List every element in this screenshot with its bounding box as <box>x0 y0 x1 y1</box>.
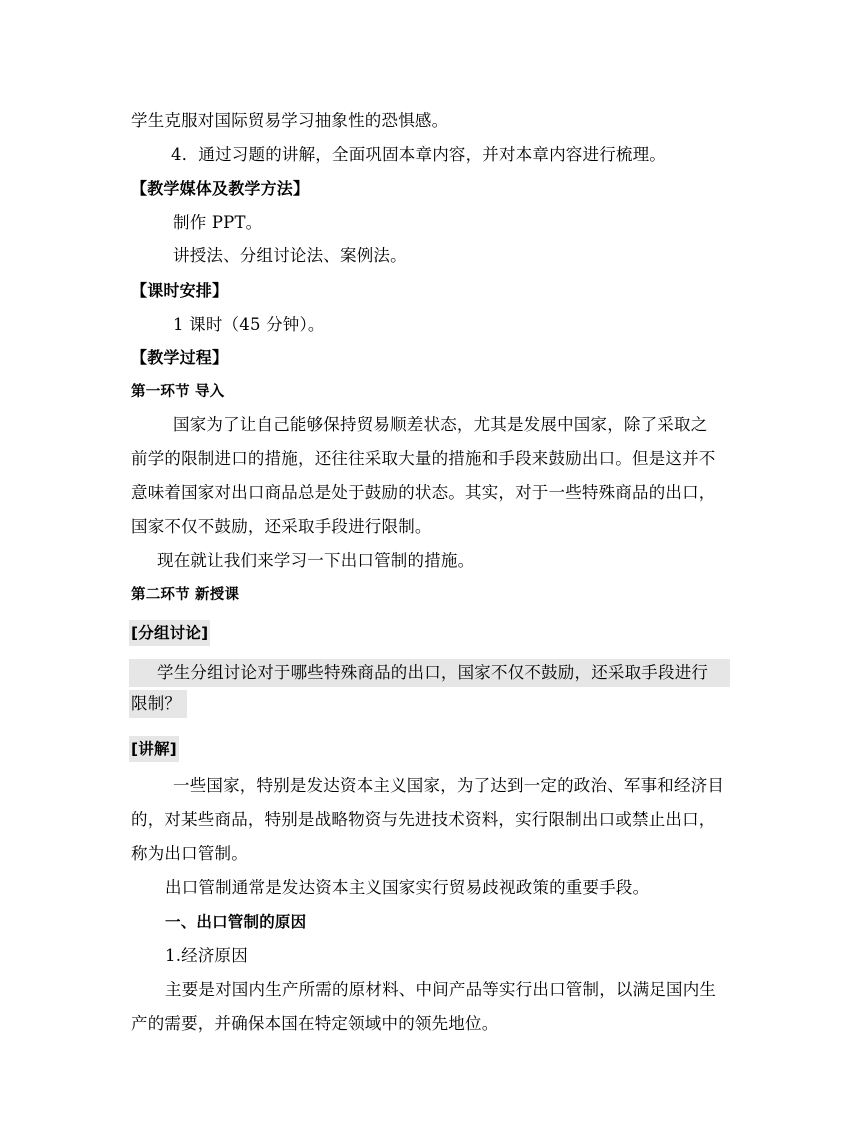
paragraph-line: 出口管制通常是发达资本主义国家实行贸易歧视政策的重要手段。 <box>165 878 650 897</box>
group-discussion-label-wrap <box>129 620 210 646</box>
discussion-question-line <box>129 690 187 718</box>
paragraph-line: 称为出口管制。 <box>131 844 248 863</box>
discussion-question-text: 限制？ <box>131 694 182 713</box>
lecture-label-wrap <box>129 736 179 762</box>
stage-heading-new-lesson: 第二环节 新授课 <box>131 587 240 603</box>
list-item-4: 4．通过习题的讲解，全面巩固本章内容，并对本章内容进行梳理。 <box>171 145 666 164</box>
section-heading-process: 【教学过程】 <box>131 348 229 367</box>
methods-item: 讲授法、分组讨论法、案例法。 <box>173 246 407 265</box>
lecture-label: [讲解] <box>129 736 179 762</box>
paragraph-line: 现在就让我们来学习一下出口管制的措施。 <box>157 551 475 570</box>
paragraph-line: 国家为了让自己能够保持贸易顺差状态，尤其是发展中国家，除了采取之 <box>173 415 708 434</box>
schedule-item: 1 课时（45 分钟）。 <box>173 315 325 334</box>
subsection-heading-reasons: 一、出口管制的原因 <box>165 913 307 931</box>
stage-heading-intro: 第一环节 导入 <box>131 384 225 400</box>
paragraph-line: 主要是对国内生产所需的原材料、中间产品等实行出口管制，以满足国内生 <box>165 980 717 999</box>
discussion-question-line <box>129 659 730 687</box>
discussion-question-text: 学生分组讨论对于哪些特殊商品的出口，国家不仅不鼓励，还采取手段进行 <box>157 663 709 682</box>
group-discussion-label: [分组讨论] <box>129 620 210 646</box>
paragraph-line: 前学的限制进口的措施，还往往采取大量的措施和手段来鼓励出口。但是这并不 <box>131 449 716 468</box>
paragraph-line: 的，对某些商品，特别是战略物资与先进技术资料，实行限制出口或禁止出口， <box>131 810 716 829</box>
section-heading-media-methods: 【教学媒体及教学方法】 <box>131 179 310 198</box>
paragraph-line: 产的需要，并确保本国在特定领域中的领先地位。 <box>131 1014 499 1033</box>
media-item-ppt: 制作 PPT。 <box>173 213 263 232</box>
reason-item-economic: 1.经济原因 <box>165 946 248 965</box>
paragraph-line: 学生克服对国际贸易学习抽象性的恐惧感。 <box>131 111 449 130</box>
paragraph-line: 一些国家，特别是发达资本主义国家，为了达到一定的政治、军事和经济目 <box>173 776 725 795</box>
paragraph-line: 国家不仅不鼓励，还采取手段进行限制。 <box>131 517 432 536</box>
section-heading-schedule: 【课时安排】 <box>131 281 229 300</box>
paragraph-line: 意味着国家对出口商品总是处于鼓励的状态。其实，对于一些特殊商品的出口， <box>131 483 716 502</box>
